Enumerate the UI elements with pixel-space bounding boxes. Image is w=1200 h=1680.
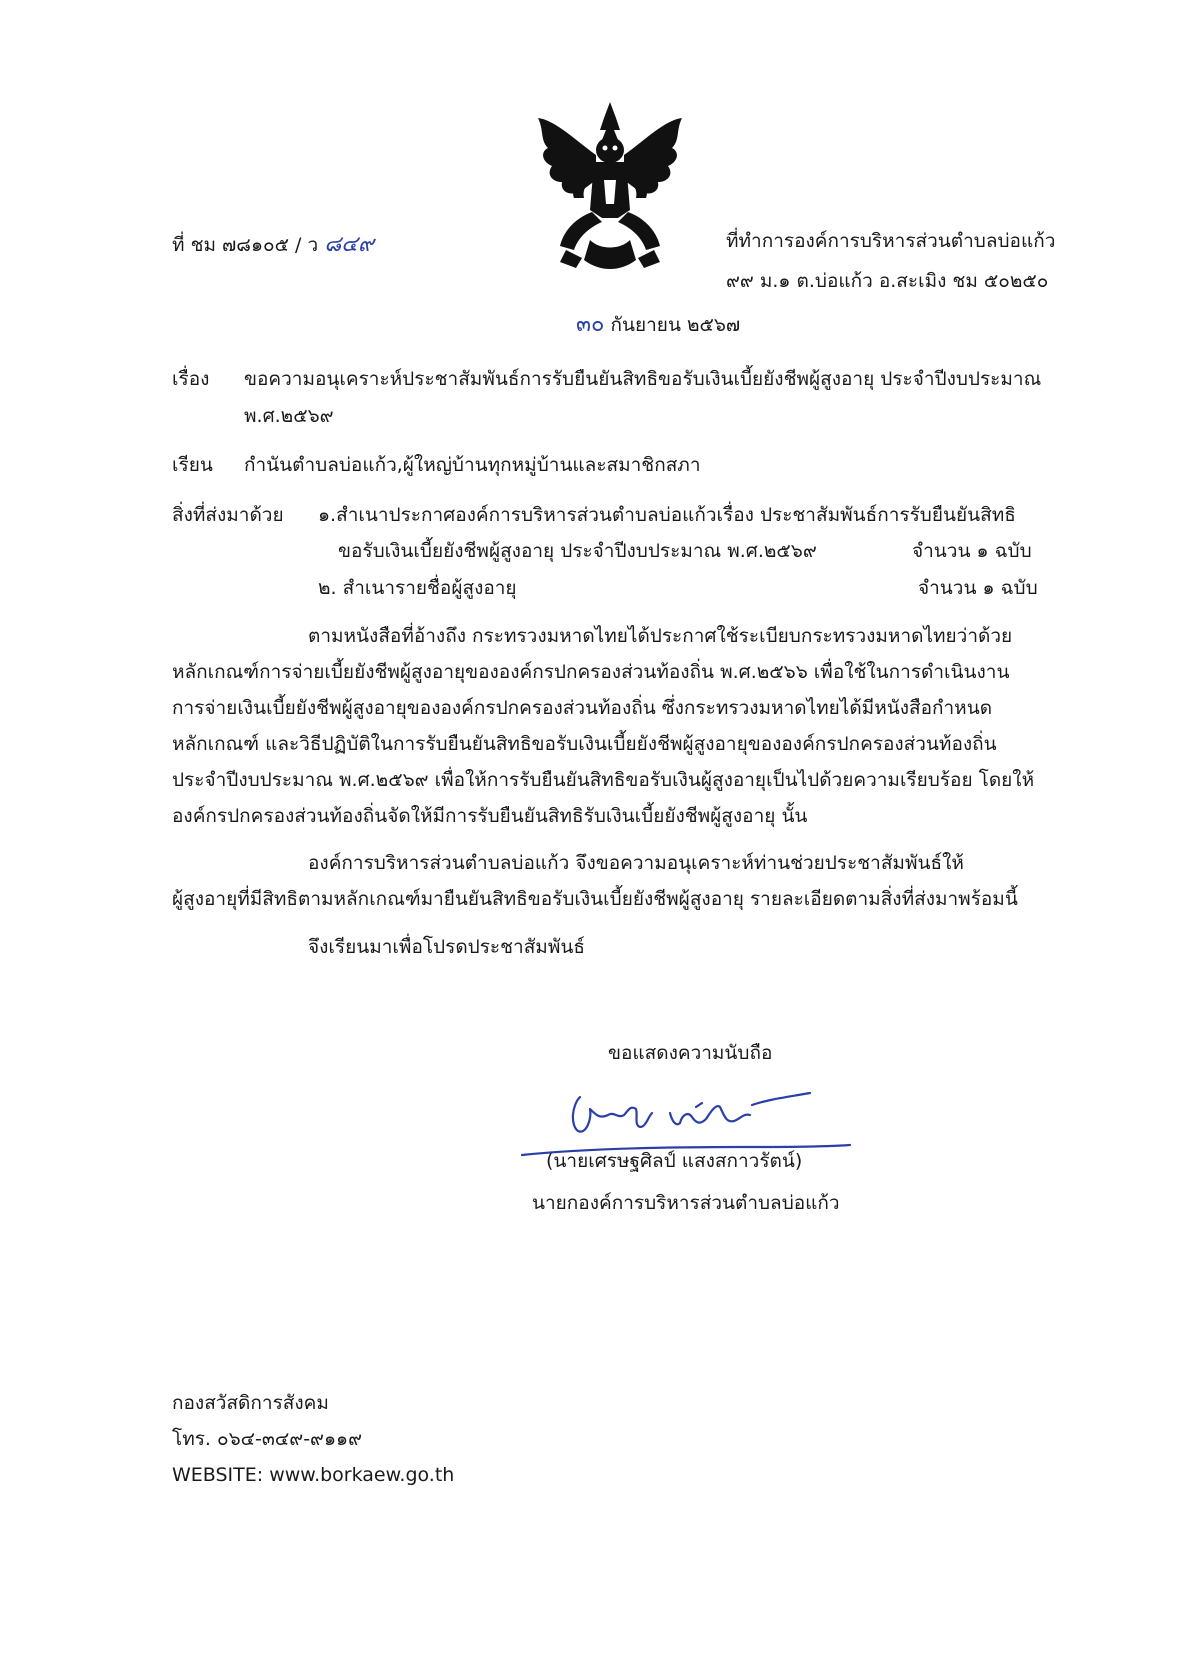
- date-day-handwritten: ๓๐: [576, 312, 605, 337]
- body-para1-line3: การจ่ายเงินเบี้ยยังชีพผู้สูงอายุขององค์กรปกครองส่วนท้องถิ่น ซึ่งกระทรวงมหาดไทยได้มีหนังสือกำหนด: [172, 697, 993, 719]
- signatory-position: นายกองค์การบริหารส่วนตำบลบ่อแก้ว: [532, 1192, 840, 1214]
- date-month-year: กันยายน ๒๕๖๗: [610, 314, 741, 336]
- enclosures-label: สิ่งที่ส่งมาด้วย: [172, 504, 284, 526]
- reference-handwritten-number: ๘๔๙: [324, 232, 374, 257]
- body-para3: จึงเรียนมาเพื่อโปรดประชาสัมพันธ์: [308, 936, 585, 958]
- body-para1-line4: หลักเกณฑ์ และวิธีปฏิบัติในการรับยืนยันสิทธิขอรับเงินเบี้ยยังชีพผู้สูงอายุขององค์กรปกครองส่วนท้องถิ่น: [172, 733, 997, 755]
- footer-department: กองสวัสดิการสังคม: [172, 1392, 329, 1414]
- body-para2-line1: องค์การบริหารส่วนตำบลบ่อแก้ว จึงขอความอนุเคราะห์ท่านช่วยประชาสัมพันธ์ให้: [308, 852, 964, 874]
- body-para1-line1: ตามหนังสือที่อ้างถึง กระทรวงมหาดไทยได้ประกาศใช้ระเบียบกระทรวงมหาดไทยว่าด้วย: [308, 625, 1013, 647]
- reference-number: [172, 232, 374, 258]
- body-para1-line5: ประจำปีงบประมาณ พ.ศ.๒๕๖๙ เพื่อให้การรับยืนยันสิทธิขอรับเงินผู้สูงอายุเป็นไปด้วยความเรียบร้อย โดยให้: [172, 769, 1035, 791]
- to-recipients: กำนันตำบลบ่อแก้ว,ผู้ใหญ่บ้านทุกหมู่บ้านและสมาชิกสภา: [244, 454, 701, 476]
- reference-prefix: ที่ ชม ๗๘๑๐๕ / ว: [172, 234, 319, 256]
- enclosure-item1-quantity: จำนวน ๑ ฉบับ: [912, 540, 1032, 562]
- subject-label: เรื่อง: [172, 368, 210, 390]
- enclosure-item1-line2: ขอรับเงินเบี้ยยังชีพผู้สูงอายุ ประจำปีงบประมาณ พ.ศ.๒๕๖๙: [338, 540, 817, 562]
- subject-line2: พ.ศ.๒๕๖๙: [244, 405, 334, 427]
- office-address-line1: ที่ทำการองค์การบริหารส่วนตำบลบ่อแก้ว: [726, 230, 1056, 252]
- footer-website: WEBSITE: www.borkaew.go.th: [172, 1464, 455, 1486]
- signatory-name: (นายเศรษฐศิลป์ แสงสกาวรัตน์): [546, 1150, 803, 1172]
- office-address-line2: ๙๙ ม.๑ ต.บ่อแก้ว อ.สะเมิง ชม ๕๐๒๕๐: [726, 270, 1049, 292]
- body-para2-line2: ผู้สูงอายุที่มีสิทธิตามหลักเกณฑ์มายืนยันสิทธิขอรับเงินเบี้ยยังชีพผู้สูงอายุ รายละเอียดตามสิ่งที่ส่งมาพร้อมนี้: [172, 888, 1018, 910]
- closing-salutation: ขอแสดงความนับถือ: [608, 1042, 773, 1064]
- enclosure-item2-line1: ๒. สำเนารายชื่อผู้สูงอายุ: [318, 577, 517, 599]
- letter-date: [576, 312, 740, 338]
- enclosure-item2-quantity: จำนวน ๑ ฉบับ: [918, 577, 1038, 599]
- subject-line1: ขอความอนุเคราะห์ประชาสัมพันธ์การรับยืนยันสิทธิขอรับเงินเบี้ยยังชีพผู้สูงอายุ ประจำปีงบประมาณ: [244, 368, 1042, 390]
- body-para1-line6: องค์กรปกครองส่วนท้องถิ่นจัดให้มีการรับยืนยันสิทธิรับเงินเบี้ยยังชีพผู้สูงอายุ นั้น: [172, 805, 808, 827]
- to-label: เรียน: [172, 454, 213, 476]
- footer-phone: โทร. ๐๖๔-๓๔๙-๙๑๑๙: [172, 1428, 362, 1450]
- garuda-emblem-icon: [530, 100, 690, 280]
- enclosure-item1-line1: ๑.สำเนาประกาศองค์การบริหารส่วนตำบลบ่อแก้วเรื่อง ประชาสัมพันธ์การรับยืนยันสิทธิ: [318, 504, 1016, 526]
- body-para1-line2: หลักเกณฑ์การจ่ายเบี้ยยังชีพผู้สูงอายุขององค์กรปกครองส่วนท้องถิ่น พ.ศ.๒๕๖๖ เพื่อใช้ในการดำเนินงาน: [172, 661, 1010, 683]
